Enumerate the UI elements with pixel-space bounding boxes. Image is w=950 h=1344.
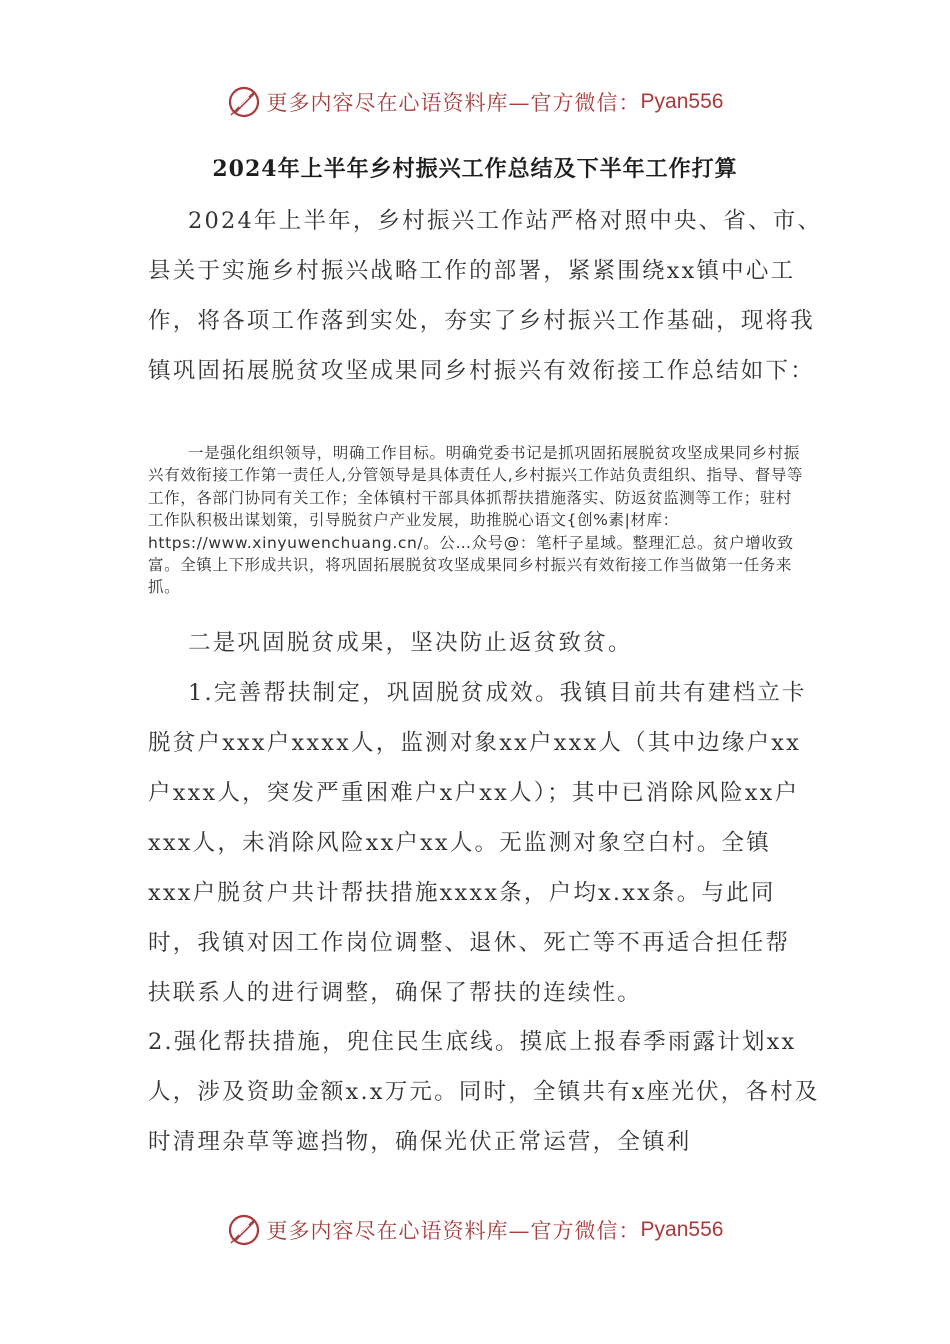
footer-wechat-id: Pyan556 [640,1218,724,1241]
quill-logo-icon [227,1213,261,1247]
paragraph-item-1: 1.完善帮扶制定，巩固脱贫成效。我镇目前共有建档立卡脱贫户xxx户xxxx人，监测对象xx户xxx人（其中边缘户xx户xxx人，突发严重困难户x户xx人）；其中已消除风险xx户xxx人，未消除风险xx户xx人。无监测对象空白村。全镇xxx户脱贫户共计帮扶措施xxxx条，户均x.xx条。与此同时，我镇对因工作岗位调整、退休、死亡等不再适合担任帮扶联系人的进行调整，确保了帮扶的连续性。 [148,680,807,1006]
quill-logo-icon [227,85,261,119]
paragraph-organization: 一是强化组织领导，明确工作目标。明确党委书记是抓巩固拓展脱贫攻坚成果同乡村振兴有效衔接工作第一责任人,分管领导是具体责任人,乡村振兴工作站负责组织、指导、督导等工作，各部门协同有关工作；全体镇村干部具体抓帮扶措施落实、防返贫监测等工作；驻村工作队积极出谋划策，引导脱贫户产业发展，助推脱心语文{创%素|材库：https://www.xinyuwenchuang.cn/。公…众号@：笔杆子星域。整理汇总。贫户增收致富。全镇上下形成共识，将巩固拓展脱贫攻坚成果同乡村振兴有效衔接工作当做第一任务来抓。 [148,444,804,597]
document-title: 2024年上半年乡村振兴工作总结及下半年工作打算 [212,156,738,182]
paragraph-consolidate-heading: 二是巩固脱贫成果，坚决防止返贫致贫。 [188,630,633,656]
header-banner [0,82,950,122]
intro-paragraph: 2024年上半年，乡村振兴工作站严格对照中央、省、市、县关于实施乡村振兴战略工作的部署，紧紧围绕xx镇中心工作，将各项工作落到实处，夯实了乡村振兴工作基础，现将我镇巩固拓展脱贫攻坚成果同乡村振兴有效衔接工作总结如下： [148,208,823,384]
footer-banner-text: 更多内容尽在心语资料库—官方微信： [266,1219,641,1243]
paragraph-item-2: 2.强化帮扶措施，兜住民生底线。摸底上报春季雨露计划xx人，涉及资助金额x.x万元。同时，全镇共有x座光伏，各村及时清理杂草等遮挡物，确保光伏正常运营，全镇利 [148,1029,820,1155]
header-banner-text: 更多内容尽在心语资料库—官方微信： [266,91,641,115]
footer-banner [0,1210,950,1250]
header-wechat-id: Pyan556 [640,90,724,113]
